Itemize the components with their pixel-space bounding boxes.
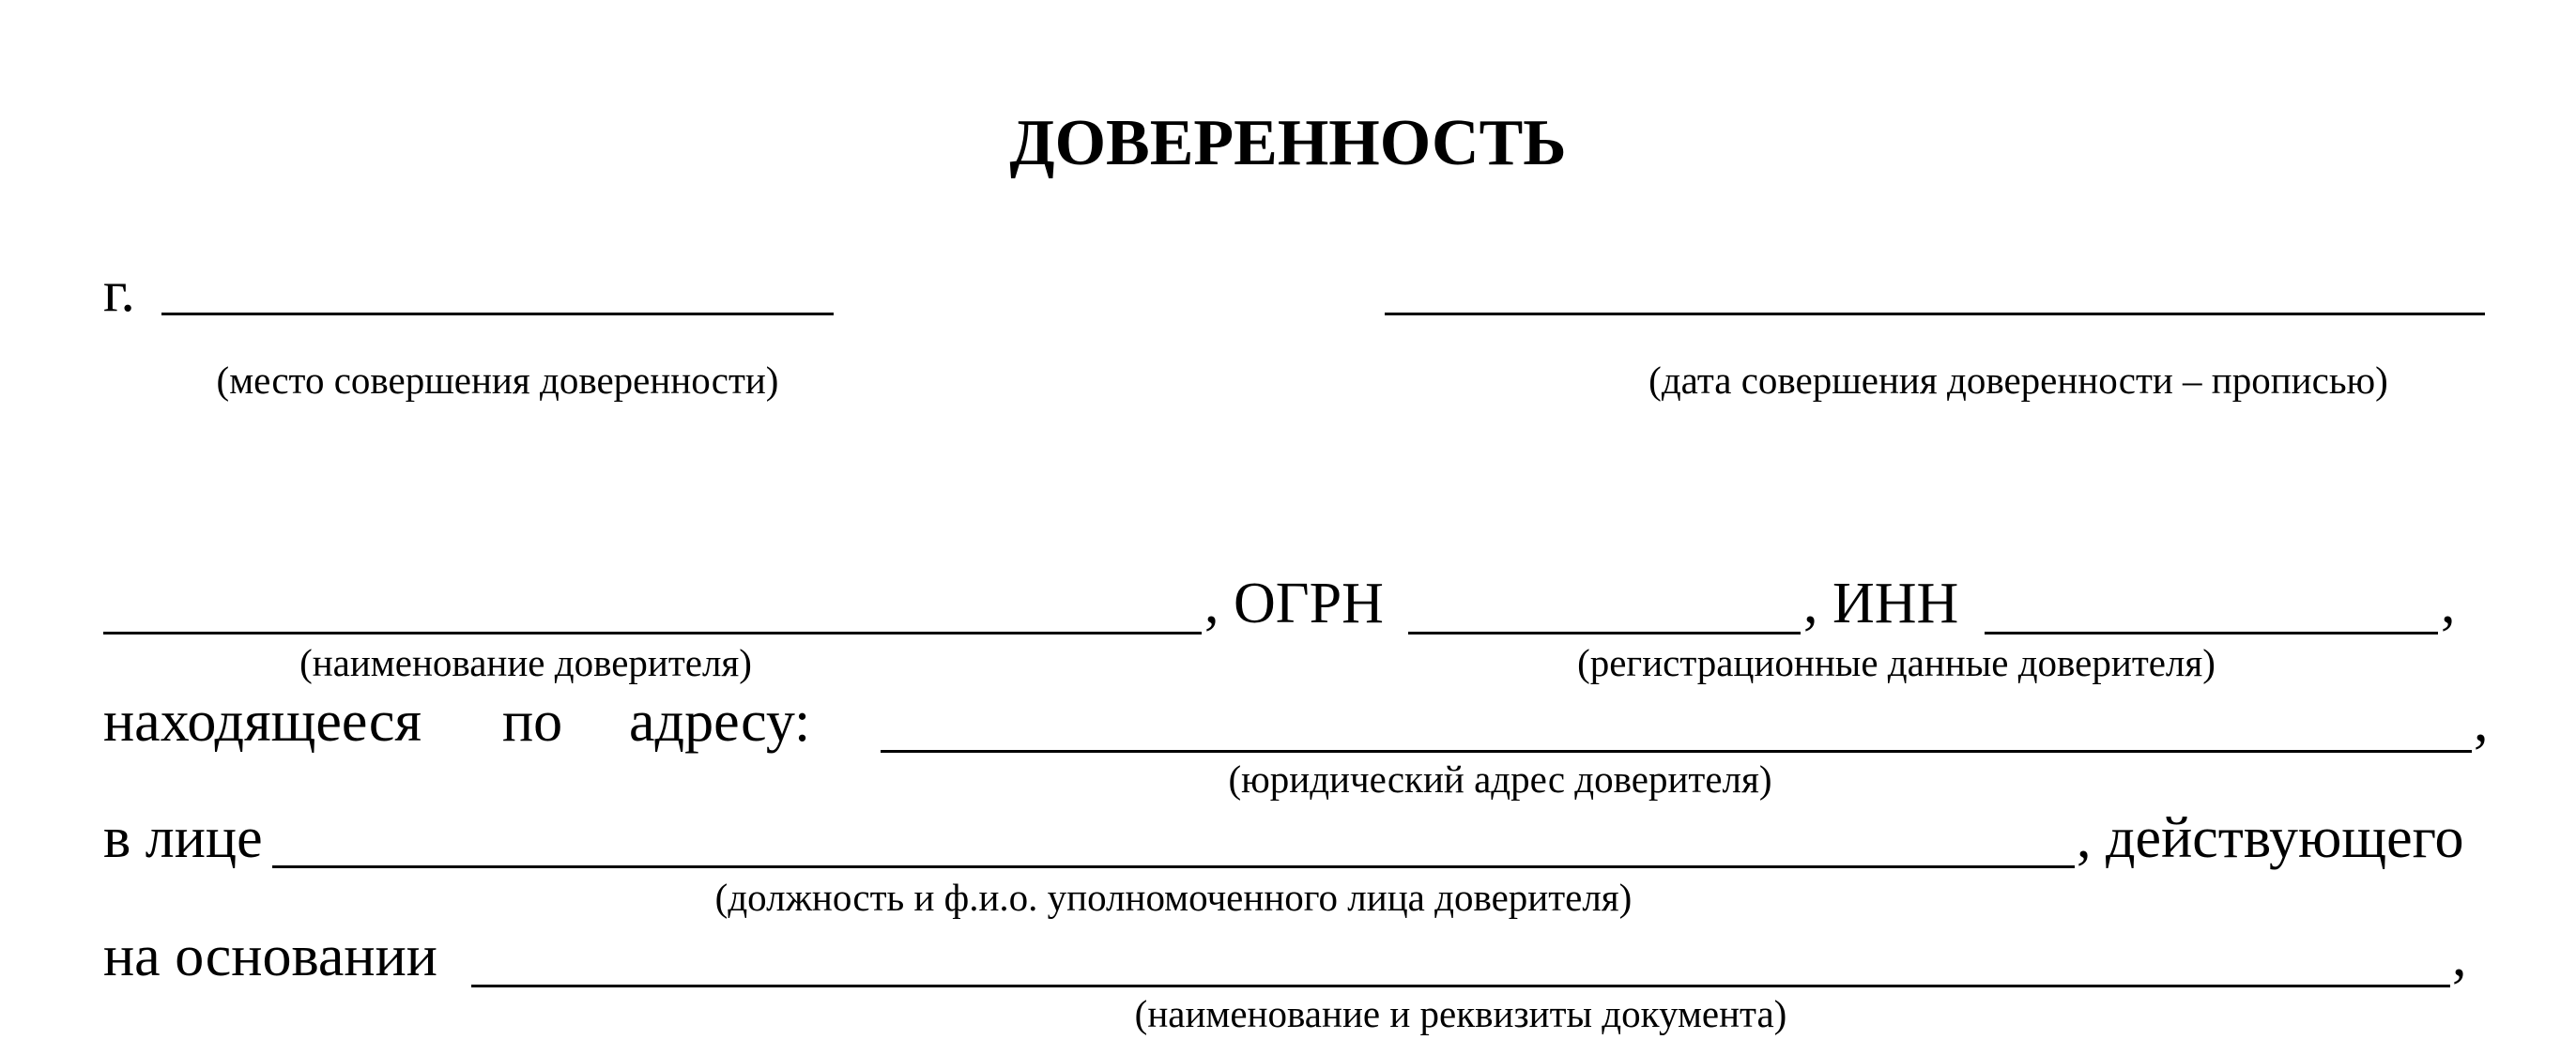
representative-field-line[interactable] (272, 865, 2075, 868)
place-caption: (место совершения доверенности) (216, 359, 779, 402)
representative-caption: (должность и ф.и.о. уполномоченного лица доверителя) (714, 876, 1633, 919)
address-caption: (юридический адрес доверителя) (1228, 757, 1772, 801)
registration-caption: (регистрационные данные доверителя) (1577, 641, 2216, 684)
principal-caption: (наименование доверителя) (299, 641, 752, 684)
comma: , (2452, 925, 2467, 988)
inn-label: , ИНН (1803, 572, 1959, 635)
address-word-2: по (502, 690, 563, 754)
basis-caption: (наименование и реквизиты документа) (1134, 992, 1787, 1035)
date-field-line[interactable] (1385, 313, 2485, 315)
in-person-label: в лице (103, 806, 263, 870)
acting-label: , действующего (2077, 806, 2464, 870)
basis-label: на основании (103, 925, 437, 988)
address-word-3: адресу: (629, 690, 811, 754)
address-field-line[interactable] (881, 750, 2472, 753)
date-caption: (дата совершения доверенности – прописью) (1648, 359, 2388, 402)
address-word-1: находящееся (103, 690, 422, 754)
comma: , (2441, 572, 2456, 635)
ogrn-field-line[interactable] (1408, 632, 1801, 635)
principal-name-field-line[interactable] (103, 632, 1202, 635)
place-field-line[interactable] (161, 313, 834, 315)
comma: , (2474, 690, 2489, 754)
inn-field-line[interactable] (1985, 632, 2438, 635)
city-prefix: г. (103, 260, 135, 324)
ogrn-label: , ОГРН (1204, 572, 1384, 635)
basis-field-line[interactable] (471, 985, 2450, 987)
document-title: ДОВЕРЕННОСТЬ (1009, 107, 1567, 179)
